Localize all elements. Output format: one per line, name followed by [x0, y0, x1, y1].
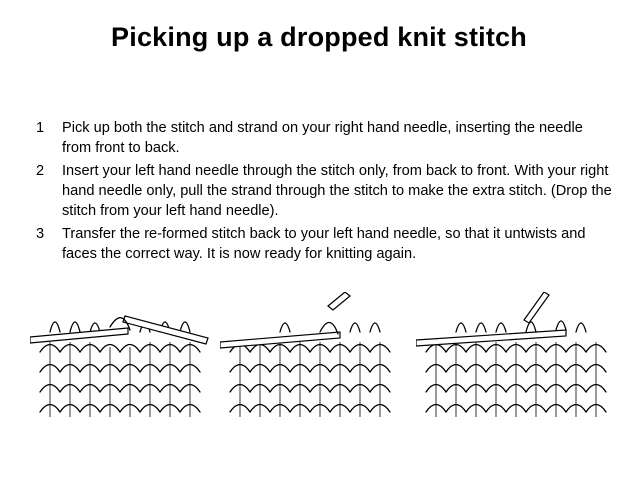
step-text: Insert your left hand needle through the stitch only, from back to front. With your right hand needle only, pull the strand through the stitch to make the extra stitch. (Drop the stitch from your left hand needle).	[62, 163, 612, 219]
step-text: Pick up both the stitch and strand on your right hand needle, inserting the needle from front to back.	[62, 120, 583, 156]
knitting-step-3-illustration	[416, 292, 611, 422]
knitting-step-1-illustration	[30, 292, 210, 422]
illustration-row	[30, 292, 610, 422]
step-text: Transfer the re-formed stitch back to your left hand needle, so that it untwists and faces the correct way. It is now ready for knitting again.	[62, 226, 586, 262]
slide-title: Picking up a dropped knit stitch	[111, 22, 527, 52]
step-number: 1	[36, 120, 45, 136]
instruction-step-1	[36, 118, 616, 158]
step-number: 3	[36, 226, 45, 242]
step-number: 2	[36, 163, 45, 179]
knitting-step-2-illustration	[220, 292, 410, 422]
instruction-list	[36, 118, 616, 267]
instruction-step-2	[36, 161, 616, 221]
instruction-step-3	[36, 224, 616, 264]
